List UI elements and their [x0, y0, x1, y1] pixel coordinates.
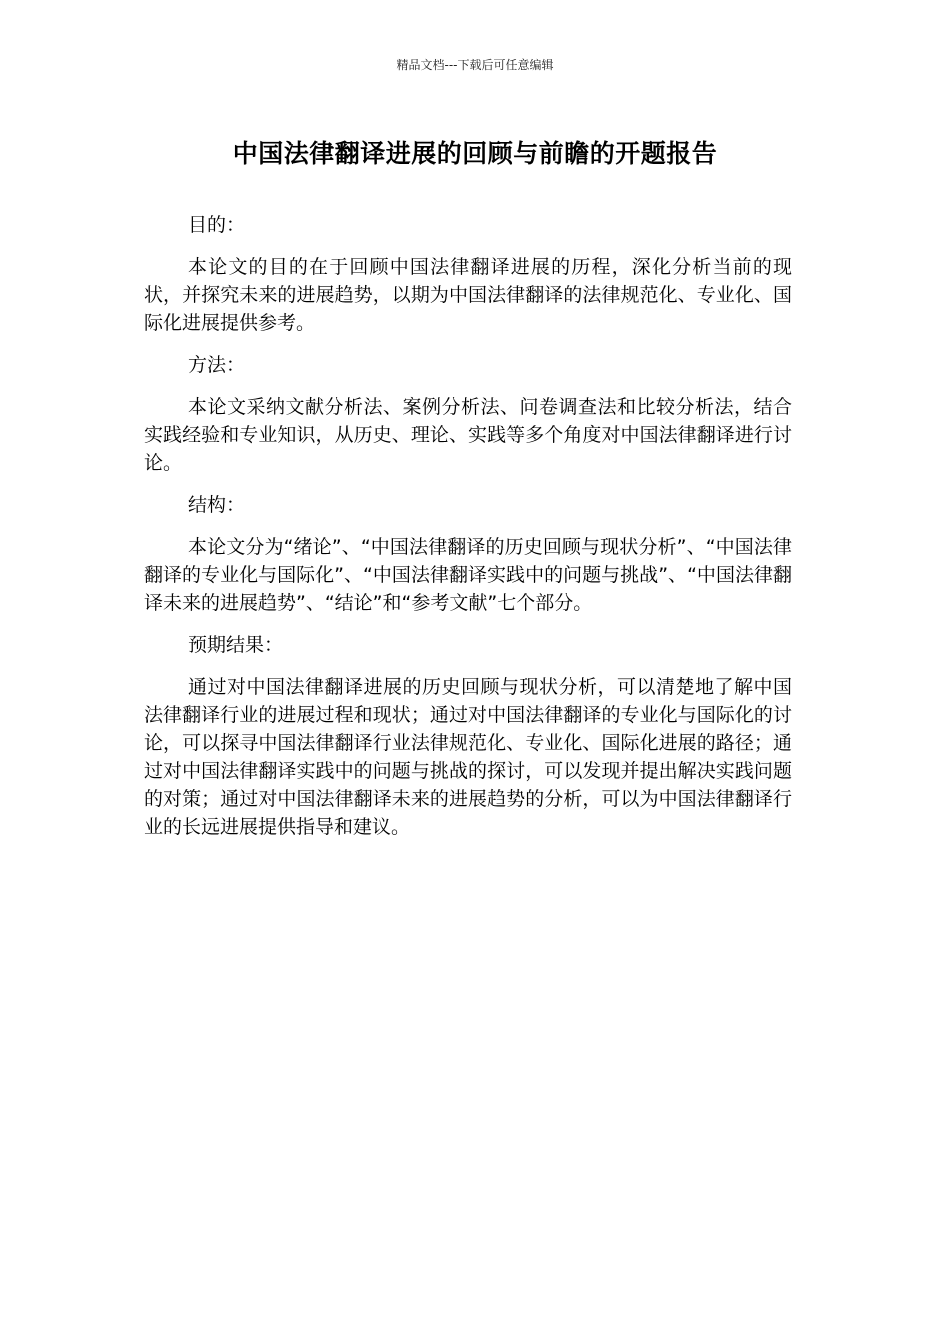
document-body — [144, 211, 792, 855]
document-title: 中国法律翻译进展的回顾与前瞻的开题报告 — [232, 139, 718, 168]
section-heading-method: 方法： — [188, 354, 246, 376]
section-body-purpose: 本论文的目的在于回顾中国法律翻译进展的历程，深化分析当前的现状，并探究未来的进展趋势，以期为中国法律翻译的法律规范化、专业化、国际化进展提供参考。 — [144, 256, 792, 334]
section-body-structure: 本论文分为“绪论”、“中国法律翻译的历史回顾与现状分析”、“中国法律翻译的专业化与国际化”、“中国法律翻译实践中的问题与挑战”、“中国法律翻译未来的进展趋势”、“结论”和“参考文献”七个部分。 — [144, 536, 792, 614]
section-heading-expected-results: 预期结果： — [188, 634, 284, 656]
section-heading-structure: 结构： — [188, 494, 246, 516]
section-heading-purpose: 目的： — [188, 214, 246, 236]
header-note: 精品文档---下载后可任意编辑 — [396, 58, 554, 72]
section-body-method: 本论文采纳文献分析法、案例分析法、问卷调查法和比较分析法，结合实践经验和专业知识，从历史、理论、实践等多个角度对中国法律翻译进行讨论。 — [144, 396, 792, 474]
section-body-expected-results: 通过对中国法律翻译进展的历史回顾与现状分析，可以清楚地了解中国法律翻译行业的进展过程和现状；通过对中国法律翻译的专业化与国际化的讨论，可以探寻中国法律翻译行业法律规范化、专业化、国际化进展的路径；通过对中国法律翻译实践中的问题与挑战的探讨，可以发现并提出解决实践问题的对策；通过对中国法律翻译未来的进展趋势的分析，可以为中国法律翻译行业的长远进展提供指导和建议。 — [144, 676, 792, 838]
